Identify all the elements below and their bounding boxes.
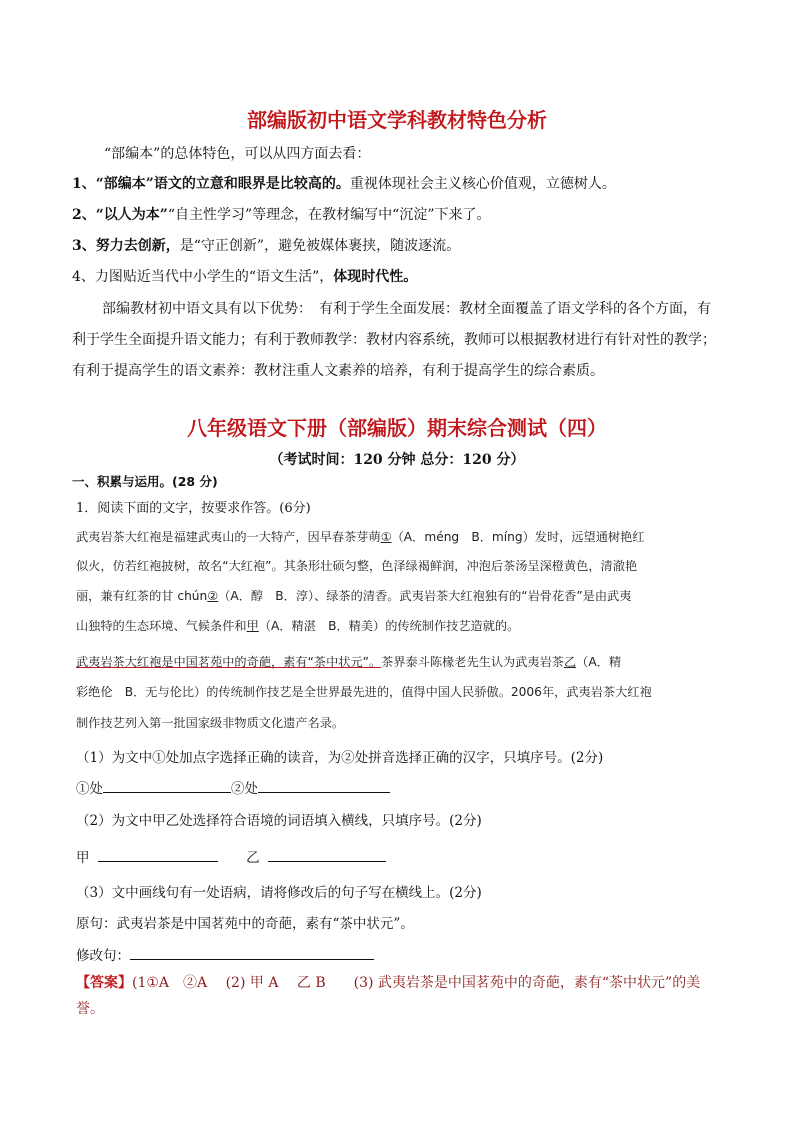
subquestion-2-blanks — [76, 846, 386, 866]
passage-text: （A．méng B．míng）发时，远望通树艳红 — [391, 530, 645, 544]
passage-line-2: 似火，仿若红袍披树，故名“大红袍”。其条形壮硕匀整，色泽绿褐鲜润，冲泡后茶汤呈深橙黄色，清澈艳 — [76, 559, 638, 573]
passage-text: （A．醇 B．淳）、绿茶的清香。武夷岩茶大红袍独有的“岩骨花香”是由武夷 — [218, 589, 632, 603]
blank-2-label: ②处 — [231, 781, 258, 797]
point-1-text: 重视体现社会主义核心价值观，立德树人。 — [349, 176, 616, 192]
advantages-line-2: 利于学生全面提升语文能力；有利于教师教学：教材内容系统，教师可以根据教材进行有针对性的教学； — [72, 332, 716, 348]
point-1 — [72, 174, 732, 194]
passage-text: 茶界泰斗陈椽老先生认为武夷岩茶 — [381, 655, 564, 669]
passage-line-4 — [76, 617, 728, 635]
marker-2: ② — [207, 589, 219, 603]
passage-line-3 — [76, 587, 728, 605]
answer-blank-revised[interactable] — [130, 945, 374, 960]
answer-line-1 — [76, 970, 728, 996]
answer-blank-1[interactable] — [103, 778, 231, 793]
jia-label: 甲 — [76, 850, 90, 866]
underlined-sentence: 武夷岩茶大红袍是中国茗苑中的奇葩，素有“茶中状元”。 — [76, 655, 382, 669]
passage-line-5 — [76, 653, 728, 671]
passage-text: 丽，兼有红茶的甘 chún — [76, 589, 208, 603]
point-3-bold: 3、努力去创新， — [72, 238, 180, 254]
question-1: 1．阅读下面的文字，按要求作答。(6分) — [76, 501, 311, 516]
passage-line-7: 制作技艺列入第一批国家级非物质文化遗产名录。 — [76, 716, 345, 730]
point-2-text: “自主性学习”等理念，在教材编写中“沉淀”下来了。 — [167, 207, 491, 223]
answer-line-2: 誉。 — [76, 1001, 104, 1017]
passage-line-6: 彩绝伦 B．无与伦比）的传统制作技艺是全世界最先进的，值得中国人民骄傲。2006年，武夷岩茶大红袍 — [76, 685, 652, 699]
answer-tag: 【答案】 — [76, 975, 132, 991]
advantages-line-1: 部编教材初中语文具有以下优势： 有利于学生全面发展：教材全面覆盖了语文学科的各个方面，有 — [102, 301, 711, 317]
passage-line-1 — [76, 528, 728, 546]
point-2 — [72, 205, 732, 225]
point-3-text: 是“守正创新”，避免被媒体裹挟，随波逐流。 — [179, 238, 461, 254]
doc-title-analysis: 部编版初中语文学科教材特色分析 — [247, 108, 547, 132]
marker-1: ① — [380, 530, 392, 544]
revised-label: 修改句： — [76, 948, 130, 964]
point-2-bold: 2、“以人为本” — [72, 207, 168, 223]
answer-blank-2[interactable] — [258, 778, 390, 793]
subquestion-1-blanks — [76, 777, 390, 797]
point-3 — [72, 236, 732, 256]
section-heading: 一、积累与运用。(28 分) — [72, 474, 218, 489]
marker-jia: 甲 — [246, 619, 259, 633]
blank-1-label: ①处 — [76, 781, 103, 797]
point-4 — [72, 267, 732, 287]
passage-text: 山独特的生态环境、气候条件和 — [76, 619, 247, 633]
marker-yi: 乙 — [563, 655, 577, 669]
point-1-bold: 1、“部编本”语文的立意和眼界是比较高的。 — [72, 176, 350, 192]
answer-text-1: (1①A ②A (2) 甲 A 乙 B (3) 武夷岩茶是中国茗苑中的奇葩，素有“茶中状元”的美 — [132, 975, 701, 991]
answer-blank-yi[interactable] — [268, 847, 386, 862]
passage-text: 武夷岩茶大红袍是福建武夷山的一大特产，因早春茶芽萌 — [76, 530, 381, 544]
passage-text: （A．精 — [576, 655, 622, 669]
advantages-line-3: 有利于提高学生的语文素养：教材注重人文素养的培养，有利于提高学生的综合素质。 — [72, 363, 604, 379]
answer-block — [76, 970, 728, 1022]
revised-sentence — [76, 944, 374, 964]
subquestion-3: （3）文中画线句有一处语病，请将修改后的句子写在横线上。(2分) — [76, 885, 482, 901]
answer-blank-jia[interactable] — [98, 847, 218, 862]
point-4-bold: 体现时代性。 — [333, 269, 418, 285]
yi-label: 乙 — [246, 850, 260, 866]
original-label: 原句： — [76, 916, 117, 932]
passage-text: （A．精湛 B．精美）的传统制作技艺造就的。 — [258, 619, 520, 633]
original-sentence — [76, 912, 414, 932]
intro-line: “部编本”的总体特色，可以从四方面去看： — [104, 146, 371, 162]
subquestion-2: （2）为文中甲乙处选择符合语境的词语填入横线，只填序号。(2分) — [76, 813, 482, 829]
subquestion-1: （1）为文中①处加点字选择正确的读音，为②处拼音选择正确的汉字，只填序号。(2分) — [76, 750, 604, 766]
exam-subtitle: （考试时间：120 分钟 总分：120 分） — [269, 452, 525, 468]
exam-title: 八年级语文下册（部编版）期末综合测试（四） — [187, 416, 607, 440]
original-text: 武夷岩茶是中国茗苑中的奇葩，素有“茶中状元”。 — [116, 916, 414, 932]
point-4-text: 4、力图贴近当代中小学生的“语文生活”， — [72, 269, 334, 285]
